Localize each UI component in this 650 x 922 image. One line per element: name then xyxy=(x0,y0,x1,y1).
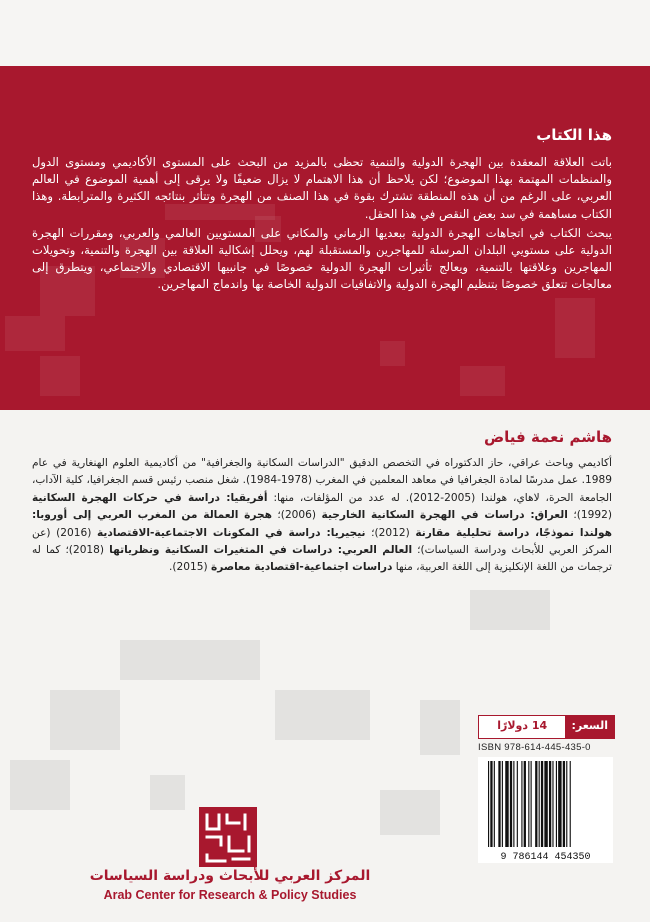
decor-square xyxy=(470,590,550,630)
decor-square xyxy=(150,775,185,810)
decor-square xyxy=(380,341,405,366)
decor-square xyxy=(460,366,505,396)
author-translation-year: (2015). xyxy=(169,561,211,574)
decor-square xyxy=(120,640,260,680)
author-work-note: (2016) (عن المركز العربي للأبحاث ودراسة السياسات)؛ xyxy=(32,526,612,557)
author-work-title: أفريقيا: دراسة في حركات الهجرة السكانية xyxy=(32,491,268,504)
author-work-title: هجرة العمالة من المغرب العربي إلى أوروبا: هولندا نموذجًا، دراسة تحليلية مقارنة xyxy=(32,509,612,539)
book-description xyxy=(32,154,612,294)
description-paragraph-2: يبحث الكتاب في اتجاهات الهجرة الدولية ببعديها الزماني والمكاني على المستويين العالمي والعربي، ومقررات الهجرة الدولية على مستويي البلدان المرسلة للمهاجرين والمستقبلة لهم، ويحلل إشكالية العلاقة بين الهجرة والتنمية، وتحويلات المهاجرين وعلاقتها بالتنمية، ويعالج تأثيرات الهجرة الدولية خصوصًا في جانبيها الاقتصادي والاجتماعي، ويتطرق إلى معالجات تتعلق خصوصًا بتنظيم الهجرة الدولية والاتفاقيات الدولية الخاصة بها واندماج المهاجرين. xyxy=(32,225,612,292)
publisher-name-arabic: المركز العربي للأبحاث ودراسة السياسات xyxy=(89,868,371,884)
author-bio xyxy=(32,455,612,577)
publisher-name-english: Arab Center for Research & Policy Studies xyxy=(103,888,357,902)
price-box xyxy=(478,715,615,739)
author-translation-title: دراسات اجتماعية-اقتصادية معاصرة xyxy=(211,561,393,574)
author-work-note: (1992)؛ xyxy=(567,509,612,522)
decor-square xyxy=(40,356,80,396)
author-work-note: (2018)؛ xyxy=(60,544,110,557)
author-work-note: (2012)؛ xyxy=(365,526,416,539)
decor-square xyxy=(555,298,595,358)
author-work-title: العراق: دراسات في الهجرة السكانية الخارجية xyxy=(321,509,568,522)
author-work-note: (2006)؛ xyxy=(271,509,322,522)
barcode-number: 9 786144 454350 xyxy=(500,852,591,863)
decor-square xyxy=(50,690,120,750)
book-section-title: هذا الكتاب xyxy=(536,126,612,144)
decor-square xyxy=(5,316,65,351)
decor-square xyxy=(10,760,70,810)
decor-square xyxy=(420,700,460,755)
barcode xyxy=(478,757,613,863)
arab-center-logo-icon xyxy=(199,807,257,867)
author-name: هاشم نعمة فياض xyxy=(484,428,612,446)
description-paragraph-1: باتت العلاقة المعقدة بين الهجرة الدولية والتنمية تحظى بالمزيد من البحث على المستوى الأكاديمي ومستوى الدول والمنظمات المهتمة بهذا الموضوع؛ لكن يلاحظ أن هذا الاهتمام لا يزال ضعيفًا ولا يرقى إلى أهمية الموضوع في العالم العربي، على الرغم من أن هذه المنطقة تشترك بقوة في هذا الصنف من الهجرة وتتأثر بنتائجه الكثيرة والمترابطة. وهذا الكتاب مساهمة في سد بعض النقص في هذا الحقل. xyxy=(32,155,612,221)
price-value: 14 دولارًا xyxy=(479,716,565,738)
price-label: السعر: xyxy=(565,716,614,738)
decor-square xyxy=(275,690,370,740)
author-bio-intro: أكاديمي وباحث عراقي، حاز الدكتوراه في التخصص الدقيق "الدراسات السكانية والجغرافية" من أكاديمية العلوم الهنغارية في عام 1989. عمل مدرسًا لمادة الجغرافيا في معاهد المعلمين في المغرب (1978-1984). شغل منصب رئيس قسم الجغرافيا، كلية الآداب، الجامعة الحرة، لاهاي، هولندا (2005-2012). له عدد من المؤلفات، منها: xyxy=(32,457,612,504)
author-work-title: العالم العربي: دراسات في المتغيرات السكانية ونظرياتها xyxy=(109,544,413,557)
decor-square xyxy=(380,790,440,835)
author-work-title: نيجيريا: دراسة في المكونات الاجتماعية-الاقتصادية xyxy=(96,526,366,539)
barcode-bars-icon xyxy=(478,757,613,849)
top-margin xyxy=(0,0,650,66)
author-translation-intro: كما له ترجمات من اللغة الإنكليزية إلى اللغة العربية، منها xyxy=(32,544,612,574)
isbn-text: ISBN 978-614-445-435-0 xyxy=(478,742,591,753)
